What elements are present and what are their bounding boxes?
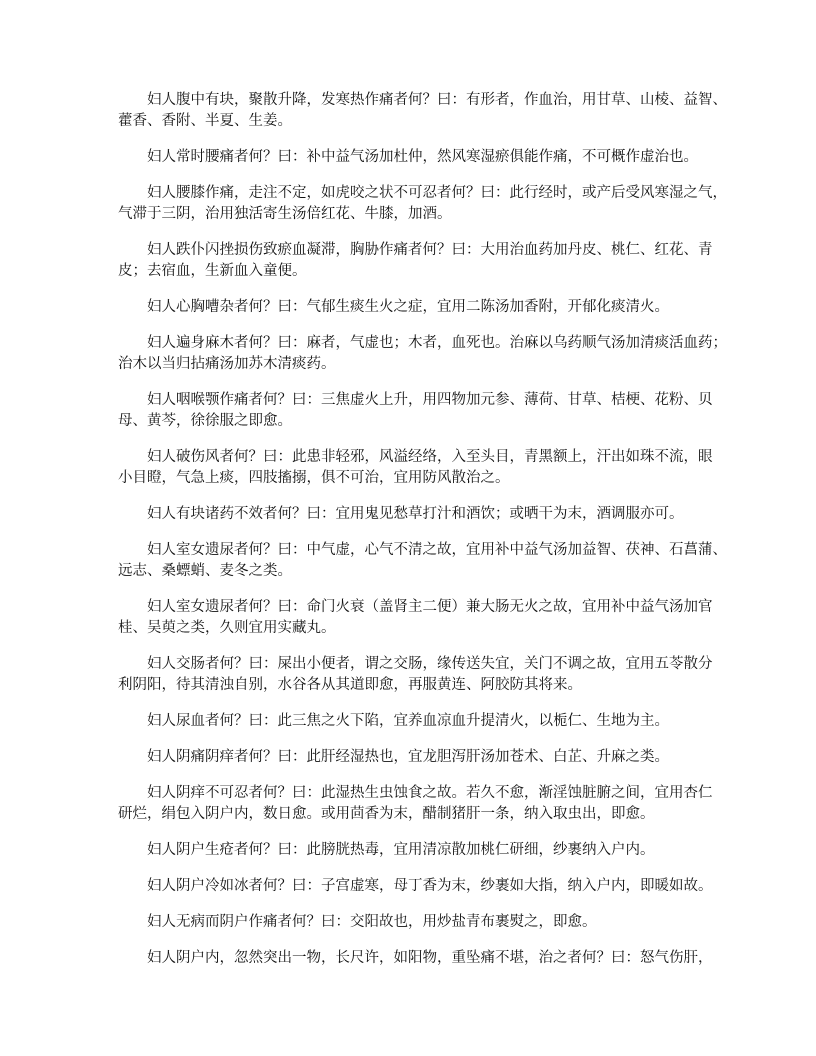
paragraph — [118, 912, 698, 933]
text-line: 妇人阴痒不可忍者何？曰：此湿热生虫蚀食之故。若久不愈，渐淫蚀脏腑之间，宜用杏仁 — [147, 785, 713, 801]
paragraph — [118, 183, 727, 225]
text-line: 妇人室女遗尿者何？曰：命门火衰（盖肾主二便）兼大肠无火之故，宜用补中益气汤加官 — [147, 599, 713, 615]
text-line: 妇人无病而阴户作痛者何？曰：交阳故也，用炒盐青布裹熨之，即愈。 — [147, 914, 597, 930]
text-line: 远志、桑螵蛸、麦冬之类。 — [118, 563, 292, 579]
text-line: 妇人阴痛阴痒者何？曰：此肝经湿热也，宜龙胆泻肝汤加苍术、白芷、升麻之类。 — [147, 749, 669, 765]
text-line: 妇人有块诸药不效者何？曰：宜用鬼见愁草打汁和酒饮；或晒干为末，酒调服亦可。 — [147, 506, 684, 522]
text-line: 研烂，绢包入阴户内，数日愈。或用茴香为末，醋制猪肝一条，纳入取虫出，即愈。 — [118, 806, 655, 822]
text-line: 妇人遍身麻木者何？曰：麻者，气虚也；木者，血死也。治麻以乌药顺气汤加清痰活血药； — [147, 335, 727, 351]
paragraph — [118, 447, 713, 489]
text-line: 妇人尿血者何？曰：此三焦之火下陷，宜养血凉血升提清火，以栀仁、生地为主。 — [147, 713, 669, 729]
text-line: 妇人咽喉颚作痛者何？曰：三焦虚火上升，用四物加元参、薄荷、甘草、桔梗、花粉、贝 — [147, 392, 713, 408]
text-line: 妇人腰膝作痛，走注不定，如虎咬之状不可忍者何？曰：此行经时，或产后受风寒湿之气， — [147, 185, 727, 201]
text-line: 治木以当归拈痛汤加苏木清痰药。 — [118, 356, 336, 372]
text-line: 妇人破伤风者何？曰：此患非轻邪，风溢经络，入至头目，青黑额上，汗出如珠不流，眼 — [147, 449, 713, 465]
text-line: 妇人交肠者何？曰：屎出小便者，谓之交肠，缘传送失宜，关门不调之故，宜用五苓散分 — [147, 656, 713, 672]
paragraph — [118, 597, 713, 639]
paragraph — [118, 747, 698, 768]
text-line: 妇人室女遗尿者何？曰：中气虚，心气不清之故，宜用补中益气汤加益智、茯神、石菖蒲、 — [147, 542, 727, 558]
text-line: 藿香、香附、半夏、生姜。 — [118, 113, 292, 129]
paragraph — [118, 390, 713, 432]
text-line: 气滞于三阴，治用独活寄生汤倍红花、牛膝，加酒。 — [118, 206, 452, 222]
text-line: 妇人心胸嘈杂者何？曰：气郁生痰生火之症，宜用二陈汤加香附，开郁化痰清火。 — [147, 299, 669, 315]
paragraph — [118, 147, 698, 168]
paragraph — [118, 90, 727, 132]
text-line: 妇人阴户生疮者何？曰：此膀胱热毒，宜用清凉散加桃仁研细，纱裹纳入户内。 — [147, 842, 655, 858]
paragraph — [118, 948, 713, 969]
text-line: 妇人阴户内，忽然突出一物，长尺许，如阳物，重坠痛不堪，治之者何？曰：怒气伤肝， — [147, 950, 713, 966]
paragraph — [118, 840, 698, 861]
text-line: 皮；去宿血，生新血入童便。 — [118, 263, 307, 279]
text-line: 妇人跌仆闪挫损伤致瘀血凝滞，胸胁作痛者何？曰：大用治血药加丹皮、桃仁、红花、青 — [147, 242, 713, 258]
paragraph — [118, 297, 698, 318]
paragraph — [118, 333, 727, 375]
text-line: 利阴阳，待其清浊自别，水谷各从其道即愈，再服黄连、阿胶防其将来。 — [118, 677, 582, 693]
paragraph — [118, 783, 713, 825]
text-line: 桂、吴萸之类，久则宜用实藏丸。 — [118, 620, 336, 636]
text-line: 小目瞪，气急上痰，四肢搐搦，俱不可治，宜用防风散治之。 — [118, 470, 510, 486]
document-body — [118, 90, 727, 984]
paragraph — [118, 240, 713, 282]
text-line: 妇人腹中有块，聚散升降，发寒热作痛者何？曰：有形者，作血治，用甘草、山棱、益智、 — [147, 92, 727, 108]
paragraph — [118, 504, 698, 525]
paragraph — [118, 876, 713, 897]
text-line: 母、黄芩，徐徐服之即愈。 — [118, 413, 292, 429]
paragraph — [118, 540, 727, 582]
paragraph — [118, 654, 713, 696]
text-line: 妇人阴户冷如冰者何？曰：子宫虚寒，母丁香为末，纱裹如大指，纳入户内，即暖如故。 — [147, 878, 713, 894]
paragraph — [118, 711, 698, 732]
text-line: 妇人常时腰痛者何？曰：补中益气汤加杜仲，然风寒湿瘀俱能作痛，不可概作虚治也。 — [147, 149, 698, 165]
